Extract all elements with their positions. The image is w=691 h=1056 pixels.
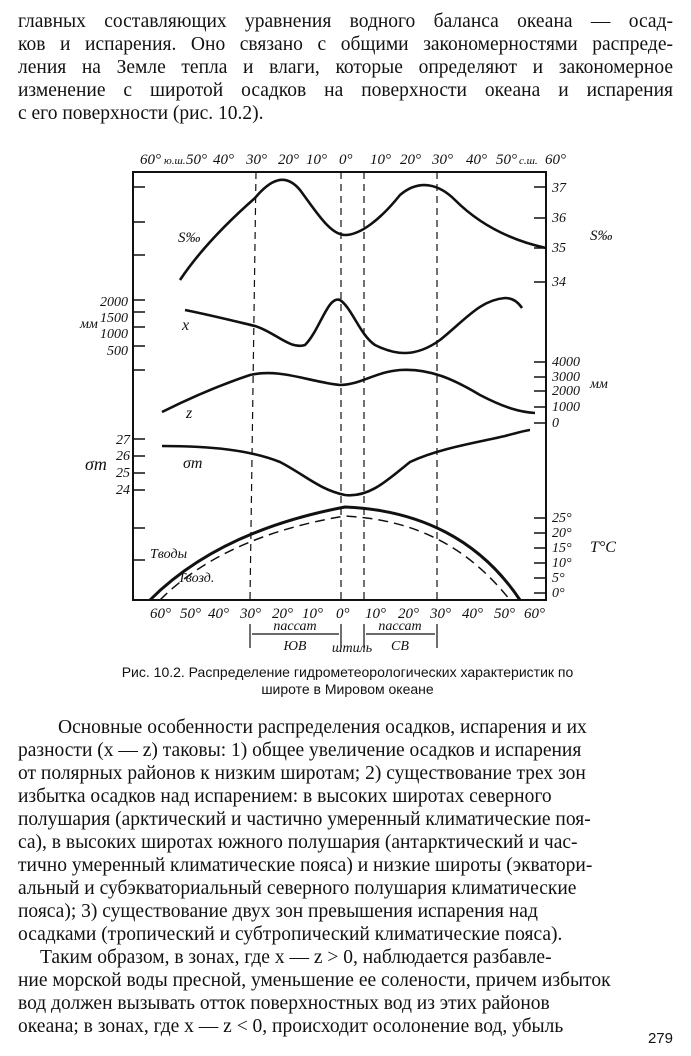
- s-curve-label: S‰: [178, 230, 201, 246]
- bottom-lat-label: 30°: [240, 606, 261, 622]
- top-lat-label: 30°: [432, 152, 453, 168]
- bottom-lat-label: 60°: [524, 606, 545, 622]
- calm-label: штиль: [331, 641, 373, 656]
- t-tick-label: 10°: [552, 556, 572, 571]
- s-tick-label: 34: [552, 275, 566, 290]
- figure-10-2: [0, 140, 691, 660]
- sigma-tick-label: 24: [116, 483, 130, 498]
- evaporation-curve: [162, 370, 535, 413]
- text-line: Таким образом, в зонах, где x — z > 0, наблюдается разбавле-: [40, 947, 552, 968]
- bottom-lat-label: 20°: [398, 606, 419, 622]
- text-line: полушария (арктический и частично умеренный климатические поя-: [18, 809, 591, 830]
- sigma-tick-label: 27: [116, 433, 130, 448]
- top-lat-label: с.ш.: [519, 155, 538, 167]
- t-water-label: Tводы: [150, 547, 188, 562]
- text-line: главных составляющих уравнения водного баланса океана — осад-: [18, 11, 673, 32]
- text-line: океана; в зонах, где x — z < 0, происходит осолонение вод, убыль: [18, 1016, 564, 1037]
- z-tick-label: 4000: [552, 355, 580, 370]
- caption-line: Рис. 10.2. Распределение гидрометеорологических характеристик по: [121, 664, 574, 680]
- text-line: пояса); 3) существование двух зон превышения испарения над: [18, 901, 538, 922]
- top-lat-label: 40°: [213, 152, 234, 168]
- t-tick-label: 20°: [552, 526, 572, 541]
- s-tick-label: 36: [552, 211, 566, 226]
- caption-line: широте в Мировом океане: [261, 681, 434, 697]
- text-line: ления на Земле тепла и влаги, которые определяют и закономерное: [18, 57, 673, 78]
- bottom-lat-label: 60°: [150, 606, 171, 622]
- t-tick-label: 15°: [552, 541, 572, 556]
- text-line: ние морской воды пресной, уменьшение ее солености, причем избыток: [18, 970, 611, 991]
- south-trade-label: пассат: [273, 619, 317, 634]
- s-tick-label: 35: [552, 241, 566, 256]
- text-line: разности (x — z) таковы: 1) общее увеличение осадков и испарения: [18, 740, 582, 761]
- bottom-lat-label: 40°: [208, 606, 229, 622]
- sigma-tick-label: 25: [116, 466, 130, 481]
- text-line: от полярных районов к низким широтам; 2) существование трех зон: [18, 763, 586, 784]
- text-line: са), в высоких широтах южного полушария (антарктический и час-: [18, 832, 578, 853]
- t-air-label: Tвозд.: [178, 571, 215, 586]
- z-tick-label: 2000: [552, 384, 580, 399]
- z-tick-label: 3000: [552, 370, 580, 385]
- t-tick-label: 0°: [552, 586, 565, 601]
- bottom-lat-label: 10°: [365, 606, 386, 622]
- density-curve: [162, 430, 530, 495]
- x-tick-label: 1500: [100, 311, 128, 326]
- top-lat-label: 50°: [186, 152, 207, 168]
- bottom-lat-label: 30°: [430, 606, 451, 622]
- top-lat-label: 60°: [140, 152, 161, 168]
- sigma-curve-label: σт: [183, 455, 203, 472]
- text-line: вод должен вызывать отток поверхностных вод из этих районов: [18, 993, 550, 1014]
- top-lat-label: 20°: [400, 152, 421, 168]
- t-water-curve: [150, 507, 520, 600]
- bottom-lat-label: 20°: [272, 606, 293, 622]
- top-lat-label: 30°: [246, 152, 267, 168]
- text-line: Основные особенности распределения осадков, испарения и их: [58, 717, 587, 738]
- s-tick-label: 37: [552, 181, 566, 196]
- top-lat-label: 10°: [370, 152, 391, 168]
- salinity-curve: [180, 180, 546, 280]
- text-line: тично умеренный климатические пояса) и низкие широты (экватори-: [18, 855, 593, 876]
- text-line: ков и испарения. Оно связано с общими закономерностями распреде-: [18, 34, 673, 55]
- z-tick-label: 0: [552, 416, 559, 431]
- top-lat-label: 20°: [278, 152, 299, 168]
- bottom-lat-label: 50°: [494, 606, 515, 622]
- text-line: изменение с широтой осадков на поверхности океана и испарения: [18, 80, 673, 101]
- x-tick-label: 2000: [100, 295, 128, 310]
- bottom-lat-label: 10°: [302, 606, 323, 622]
- bottom-paragraph: [18, 716, 673, 1038]
- south-trade-dir: ЮВ: [283, 639, 307, 654]
- north-trade-dir: СВ: [391, 639, 409, 654]
- z-tick-label: 1000: [552, 400, 580, 415]
- top-lat-label: ю.ш.: [164, 155, 186, 167]
- page-number: 279: [647, 1030, 673, 1047]
- t-axis-label: T°C: [590, 539, 616, 556]
- x-tick-label: 500: [107, 344, 128, 359]
- top-lat-label: 40°: [466, 152, 487, 168]
- top-lat-label: 60°: [545, 152, 566, 168]
- z-unit-label: мм: [590, 377, 608, 392]
- x-curve-label: x: [182, 317, 190, 334]
- text-line: с его поверхности (рис. 10.2).: [18, 103, 264, 124]
- precipitation-curve: [185, 298, 522, 353]
- x-tick-label: 1000: [100, 327, 128, 342]
- latitude-chart: [0, 140, 691, 660]
- text-line: осадками (тропический и субтропический климатические пояса).: [18, 924, 563, 945]
- bottom-lat-label: 40°: [462, 606, 483, 622]
- s-axis-label: S‰: [590, 228, 613, 244]
- x-unit-label: мм: [80, 317, 98, 332]
- top-lat-label: 50°: [496, 152, 517, 168]
- t-tick-label: 5°: [552, 571, 565, 586]
- sigma-axis-label: σт: [85, 454, 107, 474]
- figure-caption: [60, 664, 635, 698]
- text-line: альный и субэкваториальный северного полушария климатические: [18, 878, 577, 899]
- t-air-curve: [160, 516, 510, 600]
- text-line: избытка осадков над испарением: в высоких широтах северного: [18, 786, 552, 807]
- z-curve-label: z: [186, 405, 193, 422]
- north-trade-label: пассат: [378, 619, 422, 634]
- bottom-lat-label: 50°: [180, 606, 201, 622]
- top-lat-label: 0°: [339, 152, 353, 168]
- top-paragraph: [18, 10, 673, 125]
- sigma-tick-label: 26: [116, 449, 130, 464]
- top-lat-label: 10°: [306, 152, 327, 168]
- t-tick-label: 25°: [552, 511, 572, 526]
- bottom-lat-label: 0°: [336, 606, 350, 622]
